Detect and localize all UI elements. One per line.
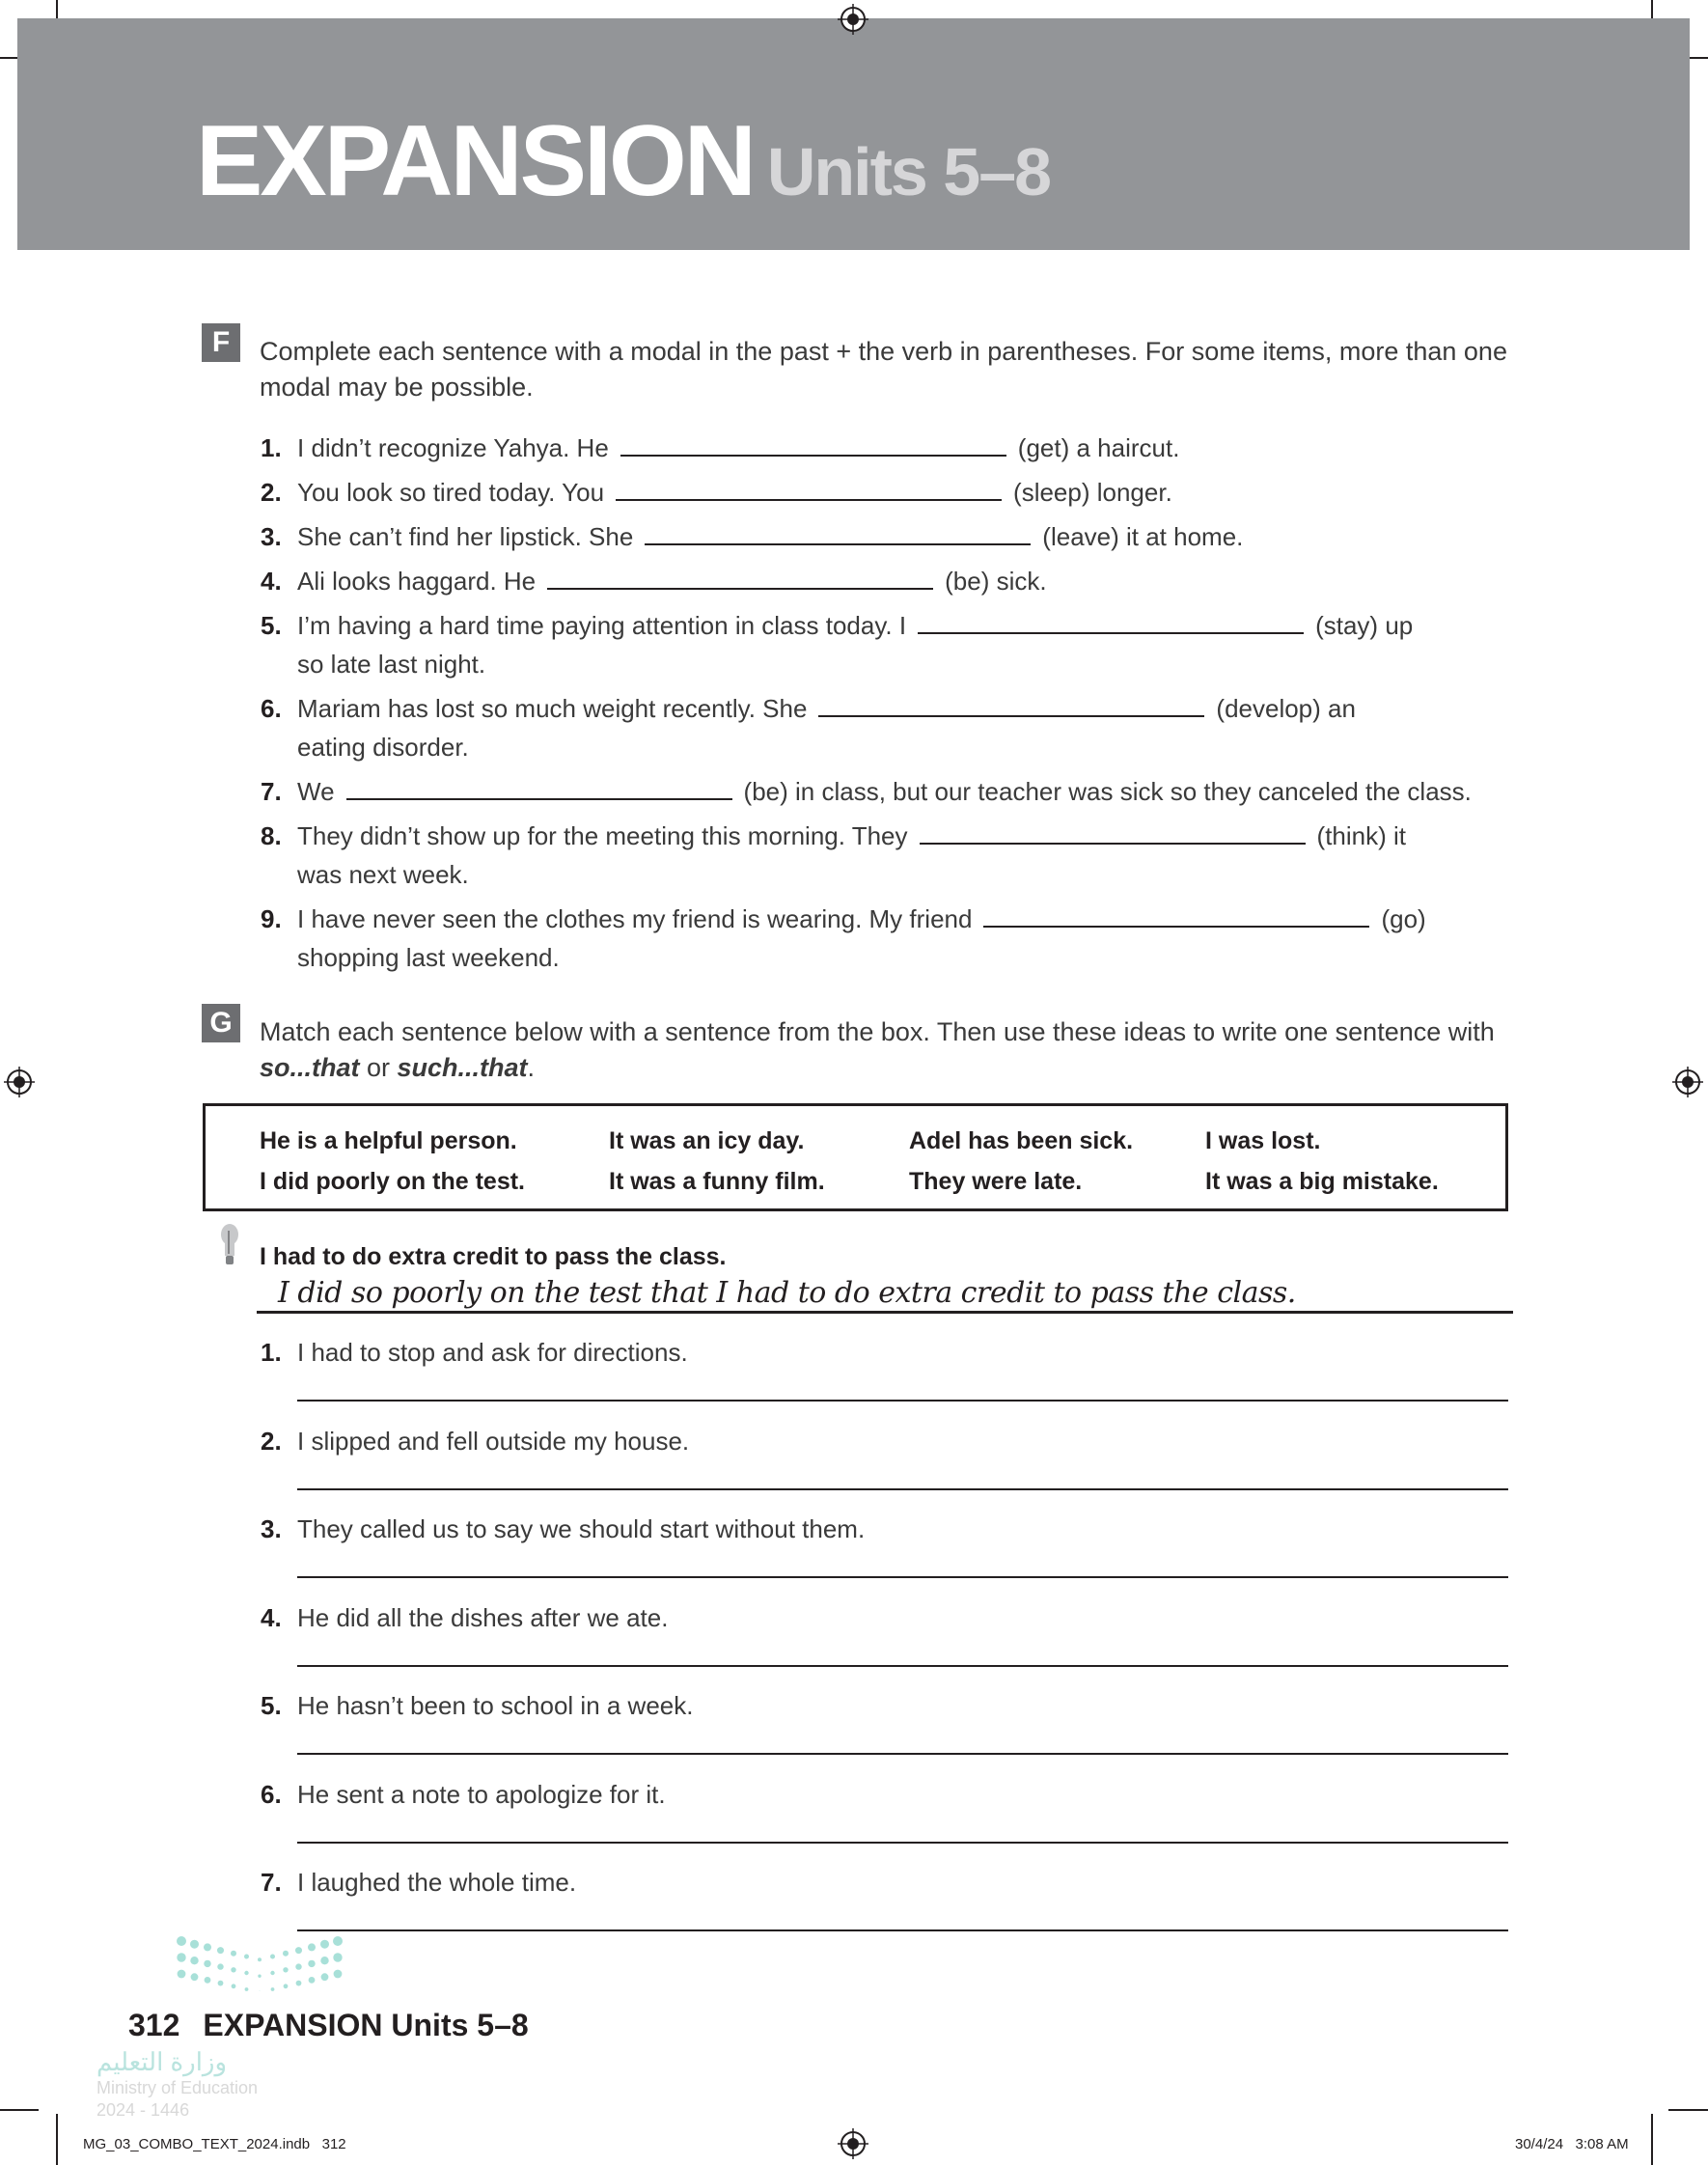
item-number: 5.: [261, 611, 282, 640]
item-number: 2.: [261, 478, 282, 507]
logo-dot: [333, 1953, 342, 1961]
answer-line[interactable]: [297, 1753, 1508, 1755]
logo-dot: [205, 1977, 211, 1984]
instr-period: .: [527, 1053, 536, 1082]
item-text-continued: so late last night.: [297, 650, 486, 679]
logo-dot: [308, 1943, 316, 1951]
logo-dot: [177, 1936, 186, 1946]
example-prompt: I had to do extra credit to pass the class.: [260, 1243, 727, 1270]
logo-dot: [190, 1940, 199, 1949]
item-text-continued: shopping last weekend.: [297, 943, 560, 972]
item-text-after: (get) a haircut.: [1017, 433, 1180, 462]
item-body: [297, 817, 1406, 894]
exercise-item: [261, 429, 1534, 467]
item-body: [297, 689, 1356, 766]
ministry-logo-icon: [174, 1933, 347, 1991]
logo-dot: [217, 1947, 224, 1954]
exercise-item: [261, 562, 1534, 600]
item-text: I slipped and fell outside my house.: [297, 1426, 690, 1456]
page-number: 312: [128, 2008, 180, 2042]
registration-mark-icon: [838, 4, 868, 35]
item-text: He did all the dishes after we ate.: [297, 1602, 669, 1632]
lightbulb-icon: [220, 1223, 239, 1267]
title-sub: Units 5–8: [766, 134, 1051, 209]
logo-dot: [217, 1963, 223, 1969]
logo-dot: [333, 1936, 343, 1946]
logo-dot: [270, 1971, 274, 1975]
instr-text: Match each sentence below with a sentence from the box. Then use these ideas to write one sentence with: [260, 1017, 1495, 1046]
item-number: 7.: [261, 1868, 282, 1897]
logo-dot: [231, 1967, 235, 1972]
logo-dot: [245, 1987, 249, 1991]
item-body: [297, 429, 1179, 467]
answer-blank[interactable]: [620, 437, 1006, 457]
logo-dot: [295, 1963, 301, 1969]
answer-blank[interactable]: [645, 526, 1031, 545]
logo-dot: [232, 1984, 236, 1988]
match-item: [261, 1338, 688, 1368]
item-number: 1.: [261, 1338, 282, 1367]
watermark-year: 2024 - 1446: [96, 2100, 190, 2120]
item-text: I had to stop and ask for directions.: [297, 1338, 688, 1367]
answer-line: [257, 1311, 1513, 1314]
sentence-box: [203, 1103, 1508, 1211]
item-text: They called us to say we should start without them.: [297, 1514, 866, 1543]
item-number: 7.: [261, 777, 282, 806]
logo-dot: [320, 1957, 328, 1964]
item-text-after: (develop) an: [1216, 694, 1356, 723]
exercise-item: [261, 517, 1534, 556]
logo-dot: [334, 1970, 343, 1979]
logo-dot: [295, 1947, 302, 1954]
item-text-before: Ali looks haggard. He: [297, 567, 537, 596]
box-sentence: It was a big mistake.: [1205, 1168, 1439, 1195]
match-item: [261, 1514, 865, 1544]
match-item: [261, 1780, 666, 1810]
item-number: 1.: [261, 433, 282, 462]
box-sentence: He is a helpful person.: [260, 1127, 517, 1154]
item-text-before: We: [297, 777, 335, 806]
crop-mark: [0, 2109, 39, 2111]
crop-mark: [1668, 2109, 1708, 2111]
logo-dot: [190, 1957, 198, 1964]
logo-dot: [204, 1960, 210, 1967]
item-text-before: Mariam has lost so much weight recently. She: [297, 694, 808, 723]
item-text-continued: eating disorder.: [297, 733, 469, 762]
item-number: 5.: [261, 1691, 282, 1720]
section-g-badge: G: [202, 1004, 240, 1042]
answer-line[interactable]: [297, 1400, 1508, 1402]
answer-blank[interactable]: [920, 825, 1306, 845]
logo-dot: [284, 1984, 289, 1988]
logo-dot: [296, 1981, 302, 1986]
item-text-after: (sleep) longer.: [1013, 478, 1172, 507]
answer-line[interactable]: [297, 1665, 1508, 1667]
item-body: [297, 772, 1472, 811]
logo-dot: [308, 1960, 315, 1967]
item-text-before: You look so tired today. You: [297, 478, 605, 507]
exercise-item: [261, 772, 1534, 811]
item-text-after: (stay) up: [1315, 611, 1414, 640]
slug-left: MG_03_COMBO_TEXT_2024.indb 312: [83, 2136, 346, 2152]
logo-dot: [283, 1967, 288, 1972]
item-text-before: I didn’t recognize Yahya. He: [297, 433, 609, 462]
logo-dot: [258, 1975, 261, 1978]
item-number: 6.: [261, 694, 282, 723]
item-body: [297, 562, 1047, 600]
answer-line[interactable]: [297, 1842, 1508, 1844]
logo-dot: [321, 1973, 329, 1981]
item-body: [297, 900, 1426, 977]
watermark-arabic: وزارة التعليم: [96, 2047, 228, 2076]
logo-dot: [270, 1955, 275, 1959]
match-item: [261, 1427, 689, 1457]
slug-right: 30/4/24 3:08 AM: [1515, 2136, 1629, 2152]
crop-mark: [1651, 2114, 1653, 2165]
logo-dot: [244, 1955, 249, 1959]
section-f-instructions: Complete each sentence with a modal in the past + the verb in parentheses. For some items, more than one modal may be possible.: [260, 337, 1507, 402]
item-number: 3.: [261, 1514, 282, 1543]
item-number: 4.: [261, 1602, 282, 1632]
box-sentence: I did poorly on the test.: [260, 1168, 525, 1195]
item-text-after: (be) in class, but our teacher was sick so they canceled the class.: [743, 777, 1472, 806]
logo-dot: [271, 1987, 275, 1991]
item-number: 8.: [261, 821, 282, 850]
answer-blank[interactable]: [547, 570, 933, 590]
logo-dot: [244, 1971, 248, 1975]
answer-line[interactable]: [297, 1576, 1508, 1578]
item-text-after: (leave) it at home.: [1042, 522, 1244, 551]
section-g-instructions: [260, 1014, 1514, 1086]
item-number: 3.: [261, 522, 282, 551]
crop-mark: [56, 2114, 58, 2165]
such-that: such...that: [397, 1053, 528, 1082]
answer-blank[interactable]: [818, 698, 1204, 717]
box-sentence: They were late.: [909, 1168, 1083, 1195]
item-text: He sent a note to apologize for it.: [297, 1779, 666, 1809]
logo-dot: [320, 1940, 329, 1949]
exercise-item: [261, 900, 1534, 977]
answer-line[interactable]: [297, 1488, 1508, 1490]
answer-blank[interactable]: [918, 615, 1304, 634]
logo-dot: [231, 1951, 236, 1957]
logo-dot: [204, 1943, 211, 1951]
exercise-item: [261, 606, 1534, 683]
registration-mark-icon: [1672, 1067, 1703, 1097]
item-body: [297, 517, 1243, 556]
section-f-badge: F: [202, 323, 240, 362]
box-sentence: I was lost.: [1205, 1127, 1321, 1154]
item-number: 4.: [261, 567, 282, 596]
watermark-en: Ministry of Education: [96, 2078, 259, 2097]
logo-dot: [309, 1977, 316, 1984]
exercise-item: [261, 817, 1534, 894]
item-body: [297, 606, 1413, 683]
item-number: 9.: [261, 904, 282, 933]
logo-dot: [258, 1957, 262, 1961]
answer-blank[interactable]: [616, 482, 1002, 501]
logo-dot: [218, 1981, 224, 1986]
title-main: EXPANSION: [196, 105, 754, 217]
example-answer: I did so poorly on the test that I had to do extra credit to pass the class.: [278, 1276, 1296, 1310]
page-title: [196, 104, 1050, 219]
item-text-after: (be) sick.: [945, 567, 1047, 596]
answer-blank[interactable]: [983, 908, 1369, 928]
answer-line[interactable]: [297, 1929, 1508, 1931]
item-body: [297, 473, 1172, 512]
match-item: [261, 1691, 693, 1721]
box-sentence: It was an icy day.: [609, 1127, 805, 1154]
match-item: [261, 1868, 576, 1898]
item-text-before: I have never seen the clothes my friend is wearing. My friend: [297, 904, 973, 933]
item-text: He hasn’t been to school in a week.: [297, 1691, 694, 1720]
logo-dot: [191, 1973, 199, 1981]
item-text-after: (think) it: [1316, 821, 1406, 850]
item-text-before: I’m having a hard time paying attention in class today. I: [297, 611, 907, 640]
item-text-before: She can’t find her lipstick. She: [297, 522, 634, 551]
footer-title: EXPANSION Units 5–8: [203, 2008, 529, 2042]
item-number: 2.: [261, 1426, 282, 1456]
answer-blank[interactable]: [346, 781, 732, 800]
exercise-item: [261, 689, 1534, 766]
match-item: [261, 1603, 668, 1633]
logo-dot: [283, 1951, 289, 1957]
logo-dot: [178, 1970, 186, 1979]
box-sentence: Adel has been sick.: [909, 1127, 1134, 1154]
instr-or: or: [359, 1053, 398, 1082]
item-text-after: (go): [1381, 904, 1426, 933]
page-footer: [128, 2008, 529, 2042]
exercise-item: [261, 473, 1534, 512]
item-text-before: They didn’t show up for the meeting this morning. They: [297, 821, 908, 850]
registration-mark-icon: [838, 2128, 868, 2159]
so-that: so...that: [260, 1053, 360, 1082]
item-number: 6.: [261, 1779, 282, 1809]
item-text-continued: was next week.: [297, 860, 469, 889]
logo-dot: [177, 1953, 185, 1961]
box-sentence: It was a funny film.: [609, 1168, 825, 1195]
item-text: I laughed the whole time.: [297, 1868, 577, 1897]
section-f-list: [261, 429, 1534, 983]
registration-mark-icon: [4, 1067, 35, 1097]
